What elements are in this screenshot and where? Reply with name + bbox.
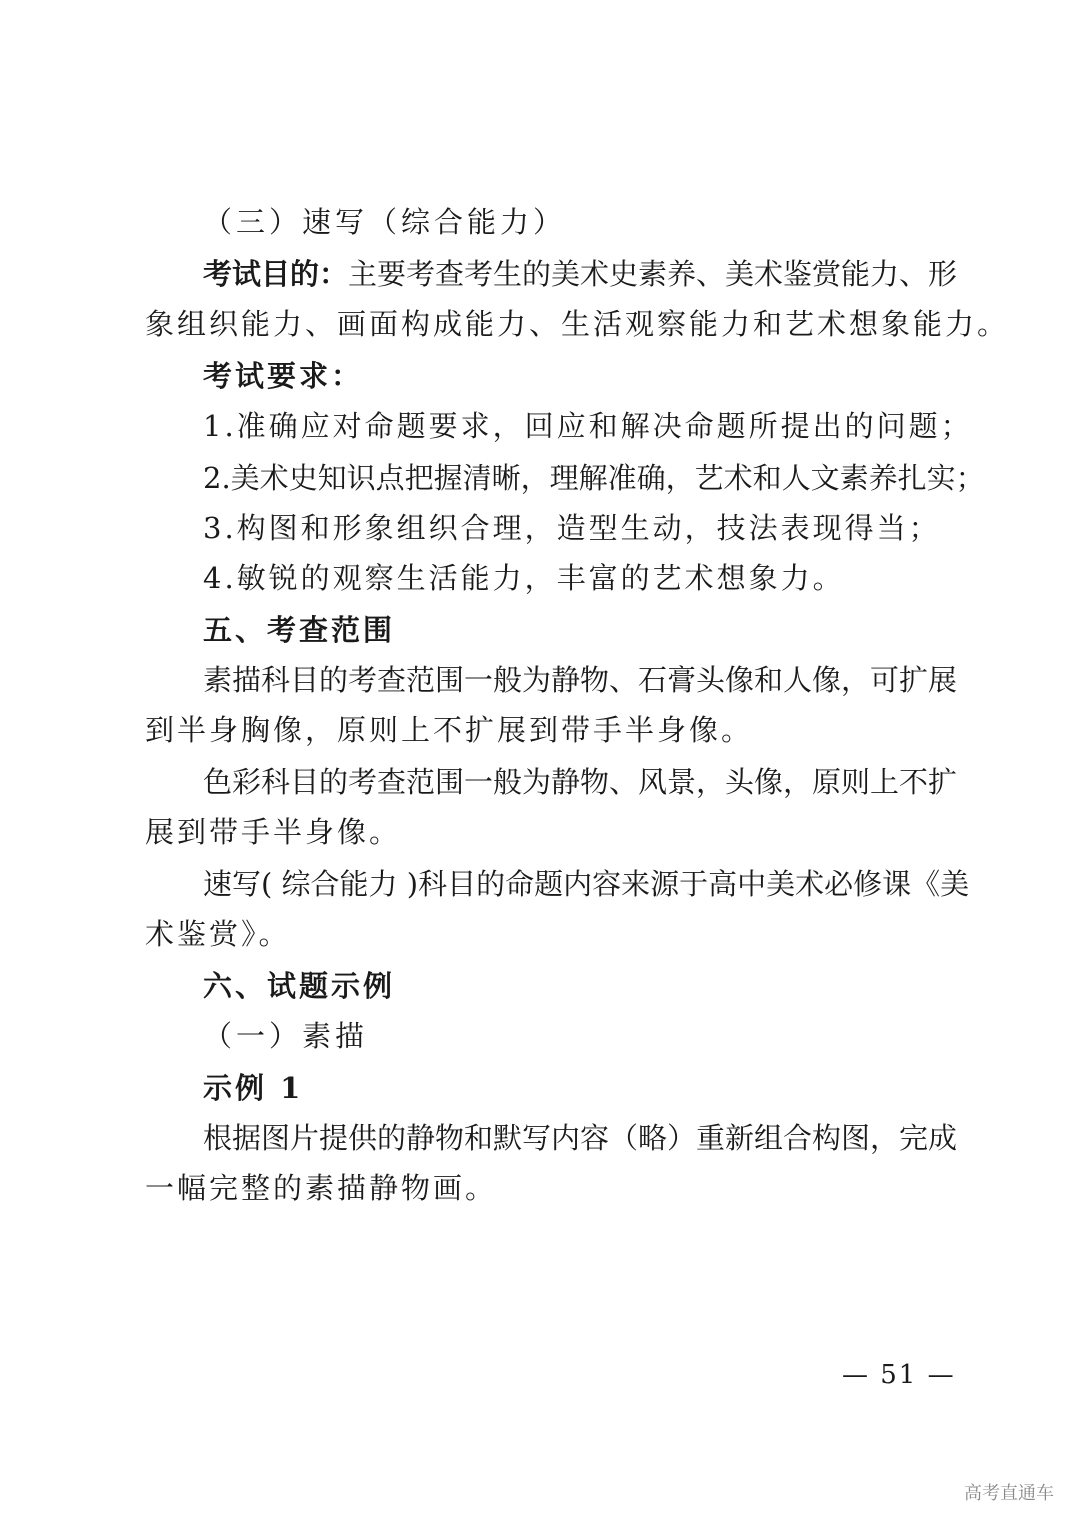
watermark: 高考直通车 <box>964 1483 1054 1504</box>
section-3-heading: （三）速写（综合能力） <box>203 205 567 239</box>
scope-para-3-line-1: 速写( 综合能力 )科目的命题内容来源于高中美术必修课《美 <box>203 867 970 901</box>
purpose-label: 考试目的： <box>203 257 349 291</box>
section-five-heading: 五、考查范围 <box>203 613 396 647</box>
requirements-label: 考试要求： <box>203 359 364 393</box>
purpose-line-2: 象组织能力、画面构成能力、生活观察能力和艺术想象能力。 <box>145 307 1010 341</box>
sketch-sub-heading: （一）素描 <box>203 1019 369 1053</box>
scope-para-3-line-2: 术鉴赏》。 <box>145 917 291 951</box>
requirement-item-3: 3.构图和形象组织合理，造型生动，技法表现得当； <box>203 511 941 545</box>
purpose-text-1: 主要考查考生的美术史素养、美术鉴赏能力、形 <box>348 257 958 291</box>
section-six-heading: 六、试题示例 <box>203 969 396 1003</box>
requirement-item-1: 1.准确应对命题要求，回应和解决命题所提出的问题； <box>203 409 973 443</box>
requirement-item-4: 4.敏锐的观察生活能力，丰富的艺术想象力。 <box>203 561 845 595</box>
purpose-line-1 <box>203 254 958 294</box>
example-line-1: 根据图片提供的静物和默写内容（略）重新组合构图，完成 <box>203 1121 958 1155</box>
page-number: — 51 — <box>842 1360 956 1390</box>
scope-para-1-line-1: 素描科目的考查范围一般为静物、石膏头像和人像，可扩展 <box>203 663 958 697</box>
requirement-item-2: 2.美术史知识点把握清晰，理解准确，艺术和人文素养扎实； <box>203 461 985 495</box>
scope-para-2-line-2: 展到带手半身像。 <box>145 815 402 849</box>
scope-para-2-line-1: 色彩科目的考查范围一般为静物、风景，头像，原则上不扩 <box>203 765 958 799</box>
example-line-2: 一幅完整的素描静物画。 <box>145 1171 498 1205</box>
scope-para-1-line-2: 到半身胸像，原则上不扩展到带手半身像。 <box>145 713 754 747</box>
example-label: 示例 1 <box>203 1071 304 1105</box>
